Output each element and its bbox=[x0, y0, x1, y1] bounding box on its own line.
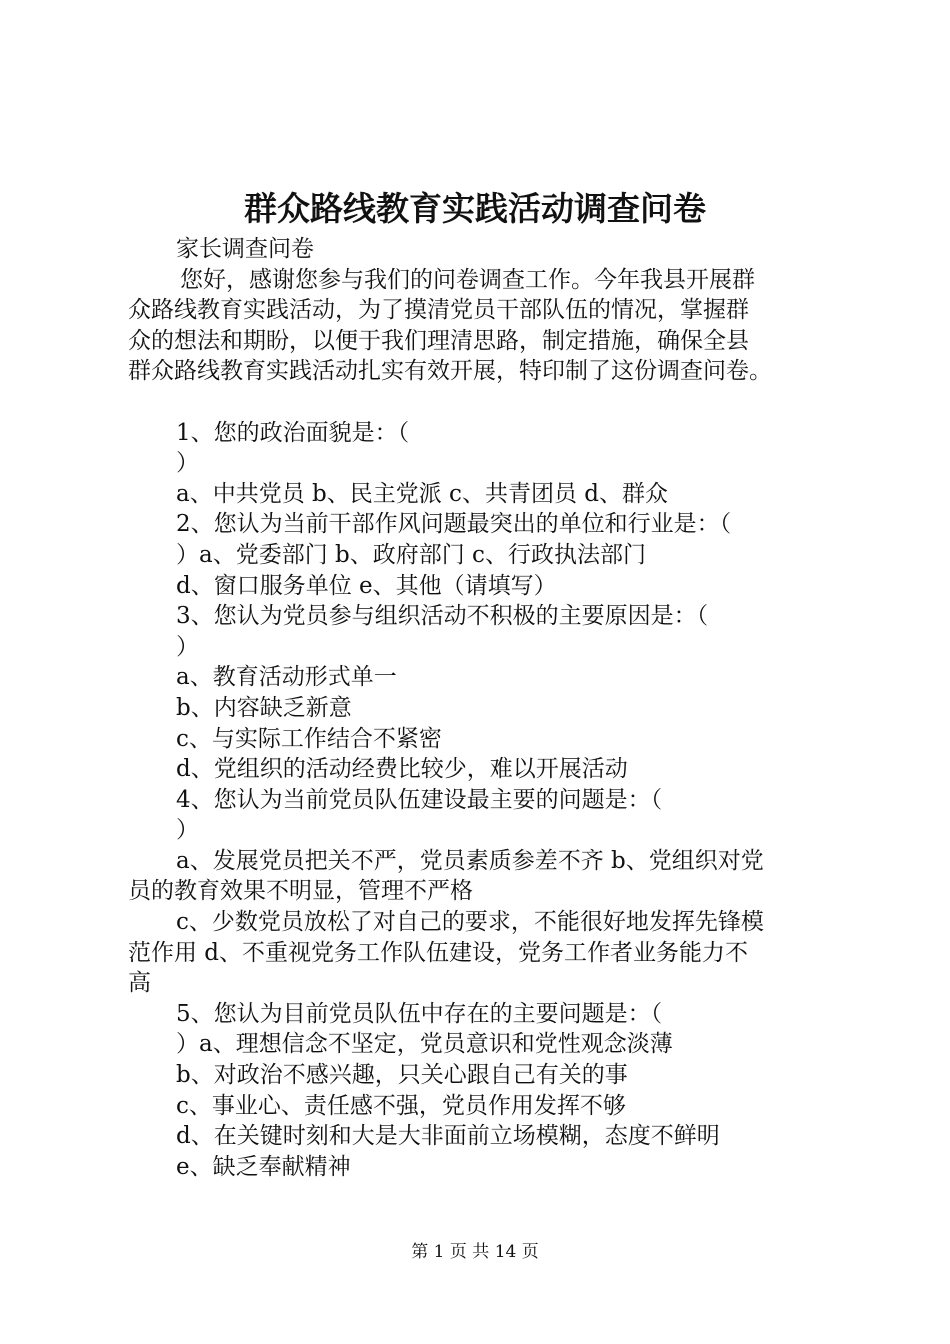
subtitle: 家长调查问卷 bbox=[176, 236, 314, 262]
question-3-option: b、内容缺乏新意 bbox=[176, 694, 352, 721]
question-3-option: a、教育活动形式单一 bbox=[176, 664, 397, 691]
question-5: 5、您认为目前党员队伍中存在的主要问题是：（ bbox=[176, 1000, 663, 1027]
question-2-options: d、窗口服务单位 e、其他（请填写） bbox=[176, 572, 557, 599]
intro-line: 众的想法和期盼，以便于我们理清思路，制定措施，确保全县 bbox=[128, 327, 749, 354]
question-5-option: d、在关键时刻和大是大非面前立场模糊，态度不鲜明 bbox=[176, 1123, 720, 1150]
question-4-option: 员的教育效果不明显，管理不严格 bbox=[128, 878, 473, 905]
page-footer: 第 1 页 共 14 页 bbox=[411, 1242, 539, 1262]
question-3-option: d、党组织的活动经费比较少，难以开展活动 bbox=[176, 756, 628, 783]
question-4-option: a、发展党员把关不严，党员素质参差不齐 b、党组织对党 bbox=[176, 847, 764, 874]
intro-line: 您好，感谢您参与我们的问卷调查工作。今年我县开展群 bbox=[180, 266, 755, 293]
question-4-option: c、少数党员放松了对自己的要求，不能很好地发挥先锋模 bbox=[176, 909, 764, 936]
question-3: 3、您认为党员参与组织活动不积极的主要原因是：（ bbox=[176, 603, 709, 630]
question-3-blank: ） bbox=[176, 633, 199, 660]
intro-line: 众路线教育实践活动，为了摸清党员干部队伍的情况，掌握群 bbox=[128, 297, 749, 324]
question-2: 2、您认为当前干部作风问题最突出的单位和行业是：（ bbox=[176, 511, 732, 538]
document-title: 群众路线教育实践活动调查问卷 bbox=[244, 189, 706, 228]
question-4-blank: ） bbox=[176, 817, 199, 844]
question-2-options: ）a、党委部门 b、政府部门 c、行政执法部门 bbox=[176, 541, 646, 568]
question-5-option: ）a、理想信念不坚定，党员意识和党性观念淡薄 bbox=[176, 1031, 673, 1058]
question-5-option: b、对政治不感兴趣，只关心跟自己有关的事 bbox=[176, 1062, 628, 1089]
document-body bbox=[128, 234, 836, 1182]
question-4-option: 范作用 d、不重视党务工作队伍建设，党务工作者业务能力不 bbox=[128, 939, 749, 966]
question-1-blank: ） bbox=[176, 450, 199, 477]
question-4-option: 高 bbox=[128, 970, 151, 997]
question-3-option: c、与实际工作结合不紧密 bbox=[176, 725, 442, 752]
question-5-option: c、事业心、责任感不强，党员作用发挥不够 bbox=[176, 1092, 626, 1119]
paragraph-gap bbox=[128, 387, 836, 418]
question-1-options: a、中共党员 b、民主党派 c、共青团员 d、群众 bbox=[176, 480, 668, 507]
question-5-option: e、缺乏奉献精神 bbox=[176, 1153, 351, 1180]
intro-line: 群众路线教育实践活动扎实有效开展，特印制了这份调查问卷。 bbox=[128, 358, 772, 385]
question-4: 4、您认为当前党员队伍建设最主要的问题是：（ bbox=[176, 786, 663, 813]
question-1: 1、您的政治面貌是：（ bbox=[176, 419, 410, 446]
